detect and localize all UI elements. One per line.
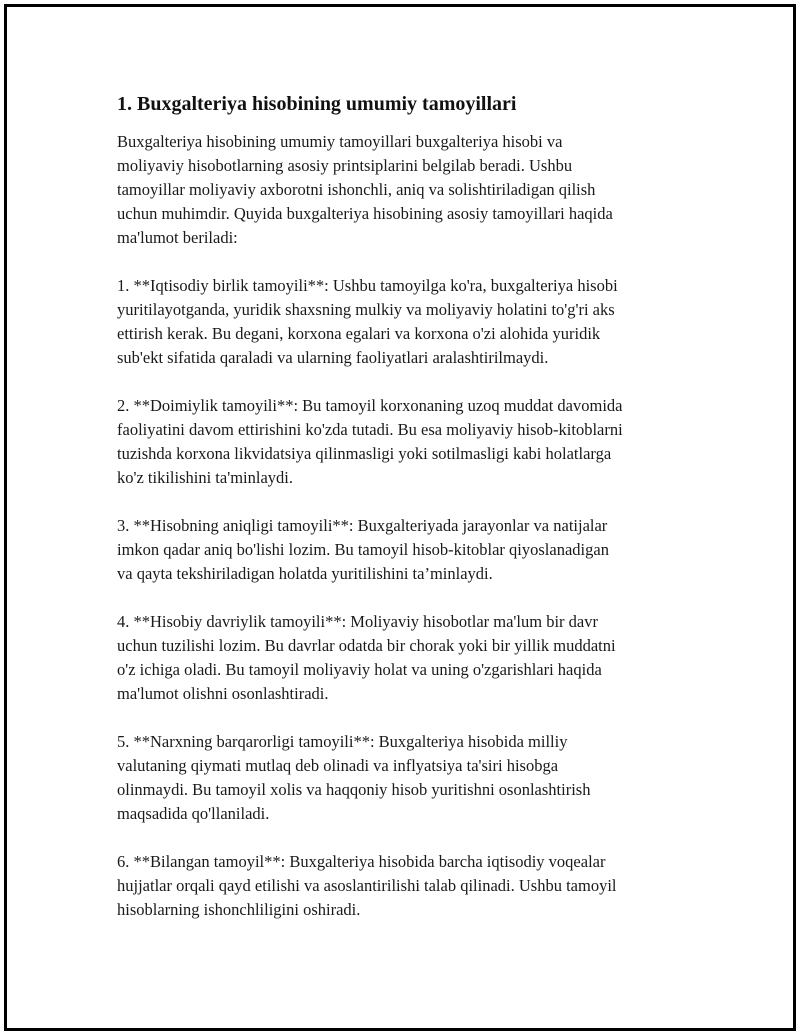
text-line: hisoblarning ishonchliligini oshiradi. — [117, 900, 361, 919]
text-line: 6. **Bilangan tamoyil**: Buxgalteriya hisobida barcha iqtisodiy voqealar — [117, 852, 606, 871]
principle-paragraph-3 — [117, 514, 697, 586]
text-line: 4. **Hisobiy davriylik tamoyili**: Moliyaviy hisobotlar ma'lum bir davr — [117, 612, 598, 631]
principle-paragraph-1 — [117, 274, 697, 370]
document-title: 1. Buxgalteriya hisobining umumiy tamoyillari — [117, 93, 517, 115]
text-line: faoliyatini davom ettirishini ko'zda tutadi. Bu esa moliyaviy hisob-kitoblarni — [117, 420, 623, 439]
text-line: 5. **Narxning barqarorligi tamoyili**: Buxgalteriya hisobida milliy — [117, 732, 568, 751]
text-line: ma'lumot olishni osonlashtiradi. — [117, 684, 329, 703]
text-line: hujjatlar orqali qayd etilishi va asoslantirilishi talab qilinadi. Ushbu tamoyil — [117, 876, 617, 895]
text-line: o'z ichiga oladi. Bu tamoyil moliyaviy holat va uning o'zgarishlari haqida — [117, 660, 602, 679]
intro-paragraph — [117, 130, 697, 250]
principle-paragraph-5 — [117, 730, 697, 826]
text-line: 1. **Iqtisodiy birlik tamoyili**: Ushbu tamoyilga ko'ra, buxgalteriya hisobi — [117, 276, 618, 295]
principle-paragraph-4 — [117, 610, 697, 706]
document-body — [117, 90, 697, 946]
text-line: tuzishda korxona likvidatsiya qilinmasligi yoki sotilmasligi kabi holatlarga — [117, 444, 612, 463]
text-line: Buxgalteriya hisobining umumiy tamoyillari buxgalteriya hisobi va — [117, 132, 563, 151]
text-line: maqsadida qo'llaniladi. — [117, 804, 270, 823]
text-line: yuritilayotganda, yuridik shaxsning mulkiy va moliyaviy holatini to'g'ri aks — [117, 300, 615, 319]
text-line: valutaning qiymati mutlaq deb olinadi va inflyatsiya ta'siri hisobga — [117, 756, 559, 775]
principle-paragraph-6 — [117, 850, 697, 922]
text-line: imkon qadar aniq bo'lishi lozim. Bu tamoyil hisob-kitoblar qiyoslanadigan — [117, 540, 609, 559]
text-line: 2. **Doimiylik tamoyili**: Bu tamoyil korxonaning uzoq muddat davomida — [117, 396, 623, 415]
text-line: tamoyillar moliyaviy axborotni ishonchli, aniq va solishtiriladigan qilish — [117, 180, 596, 199]
text-line: ma'lumot beriladi: — [117, 228, 238, 247]
text-line: moliyaviy hisobotlarning asosiy printsiplarini belgilab beradi. Ushbu — [117, 156, 573, 175]
text-line: ko'z tikilishini ta'minlaydi. — [117, 468, 293, 487]
text-line: va qayta tekshiriladigan holatda yuritilishini ta’minlaydi. — [117, 564, 493, 583]
text-line: uchun tuzilishi lozim. Bu davrlar odatda bir chorak yoki bir yillik muddatni — [117, 636, 616, 655]
text-line: olinmaydi. Bu tamoyil xolis va haqqoniy hisob yuritishni osonlashtirish — [117, 780, 591, 799]
text-line: 3. **Hisobning aniqligi tamoyili**: Buxgalteriyada jarayonlar va natijalar — [117, 516, 608, 535]
principle-paragraph-2 — [117, 394, 697, 490]
text-line: sub'ekt sifatida qaraladi va ularning faoliyatlari aralashtirilmaydi. — [117, 348, 549, 367]
text-line: ettirish kerak. Bu degani, korxona egalari va korxona o'zi alohida yuridik — [117, 324, 601, 343]
text-line: uchun muhimdir. Quyida buxgalteriya hisobining asosiy tamoyillari haqida — [117, 204, 613, 223]
